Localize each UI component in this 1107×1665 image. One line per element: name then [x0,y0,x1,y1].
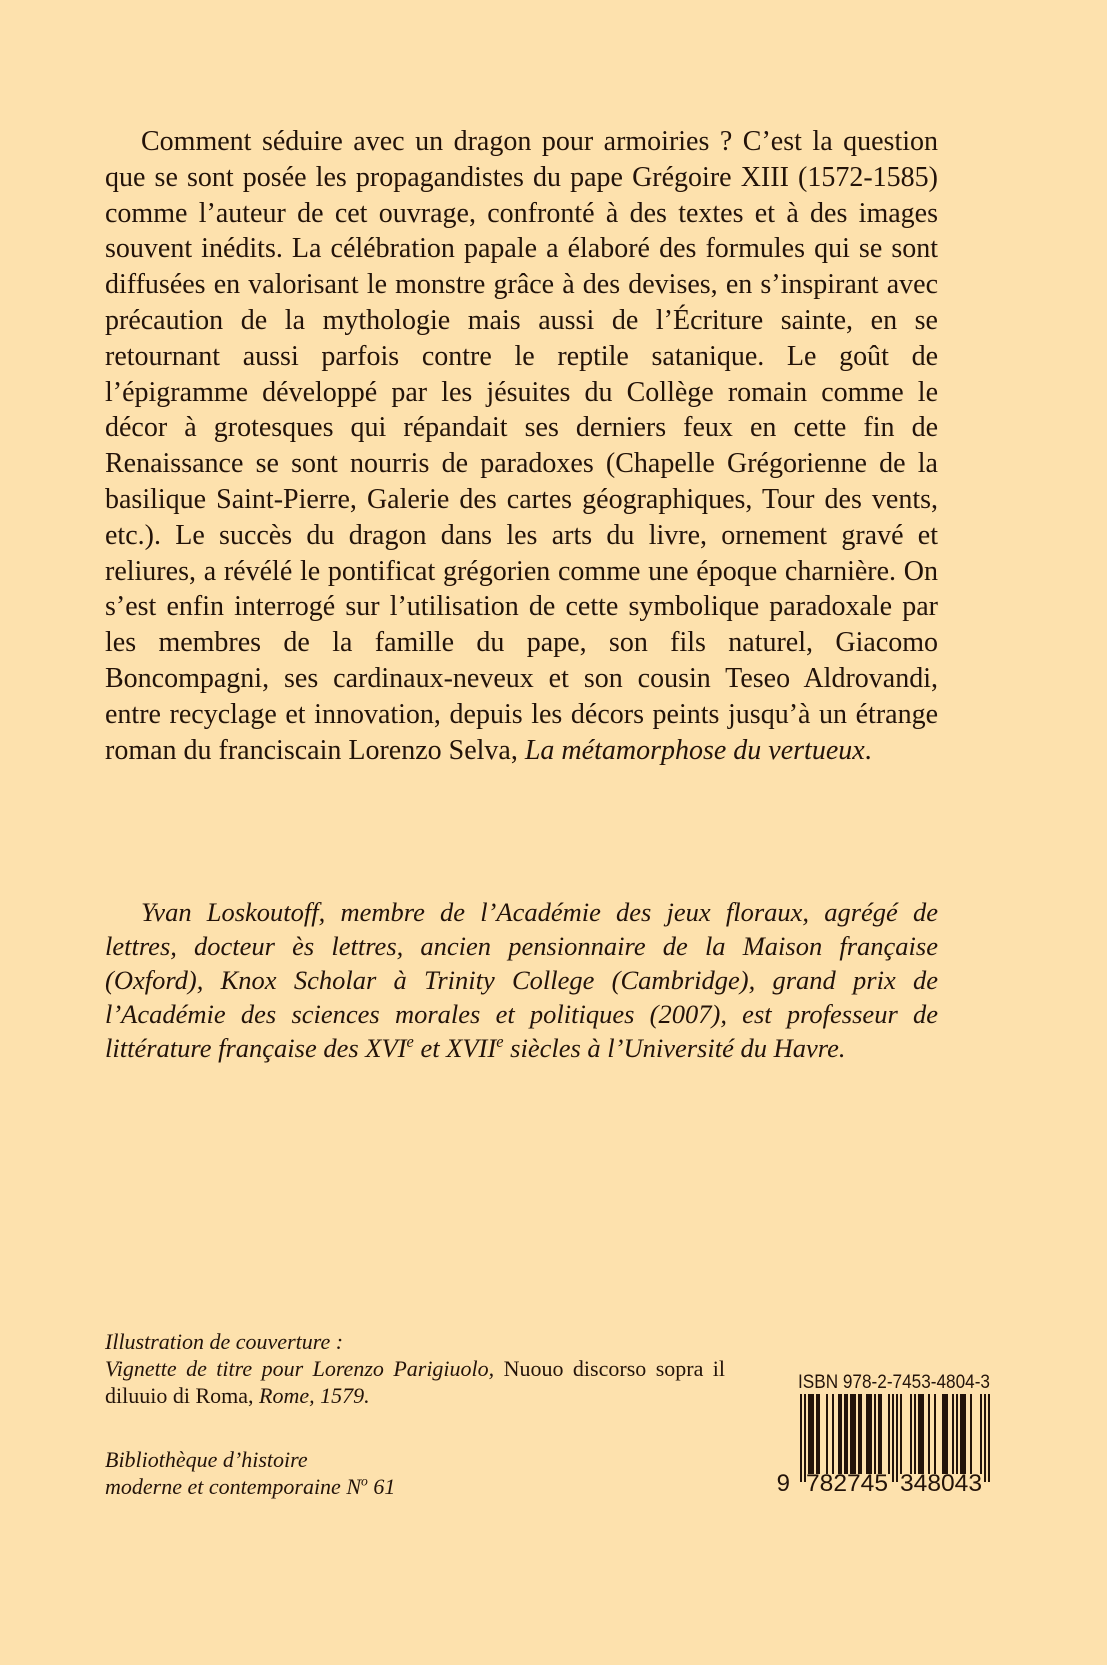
barcode-digits: 348043 [900,1470,982,1497]
collection-title-block [105,1446,725,1500]
barcode-digits: 782745 [806,1470,888,1497]
author-bio-paragraph: Yvan Loskoutoff, membre de l’Académie des jeux floraux, agrégé de lettres, docteur ès lettres, ancien pensionnaire de la Maison française (Oxford), Knox Scholar à Trinity College (Cambridge), grand prix de l’Académie des sciences morales et politiques (2007), est professeur de littérature française des XVIe et XVIIe siècles à l’Université du Havre. [105,896,938,1063]
collection-title-line2: moderne et contemporaine $N^o$ 61 [105,1473,396,1499]
synopsis-paragraph: Comment séduire avec un dragon pour armoiries ? C’est la question que se sont posée les propagandistes du pape Grégoire XIII (1572-1585) comme l’auteur de cet ouvrage, confronté à des textes et à des images souvent inédits. La célébration papale a élaboré des formules qui se sont diffusées en valorisant le monstre grâce à des devises, en s’inspirant avec précaution de la mythologie mais aussi de l’Écriture sainte, en se retournant aussi parfois contre le reptile satanique. Le goût de l’épigramme développé par les jésuites du Collège romain comme le décor à grotesques qui répandait ses derniers feux en cette fin de Renaissance se sont nourris de paradoxes (Chapelle Grégorienne de la basilique Saint-Pierre, Galerie des cartes géographiques, Tour des vents, etc.). Le succès du dragon dans les arts du livre, ornement gravé et reliures, a révélé le pontificat grégorien comme une époque charnière. On s’est enfin interrogé sur l’utilisation de cette symbolique paradoxale par les membres de la famille du pape, son fils naturel, Giacomo Boncompagni, ses cardinaux-neveux et son cousin Teseo Aldrovandi, entre recyclage et innovation, depuis les décors peints jusqu’à un étrange roman du franciscain Lorenzo Selva, La métamorphose du vertueux. [105,126,938,766]
isbn-label: ISBN 978-2-7453-4804-3 [798,1372,990,1393]
isbn-barcode-block [765,1372,995,1497]
ean-barcode [765,1372,995,1497]
cover-credit-label: Illustration de couverture : [105,1329,344,1354]
cover-credit-text: Vignette de titre pour Lorenzo Parigiuolo, Nuouo discorso sopra il diluuio di Roma, Rome, 1579. [105,1356,725,1408]
collection-title-line1: Bibliothèque d’histoire [105,1447,308,1472]
cover-credit-block [105,1328,725,1409]
barcode-digits: 9 [776,1470,790,1497]
